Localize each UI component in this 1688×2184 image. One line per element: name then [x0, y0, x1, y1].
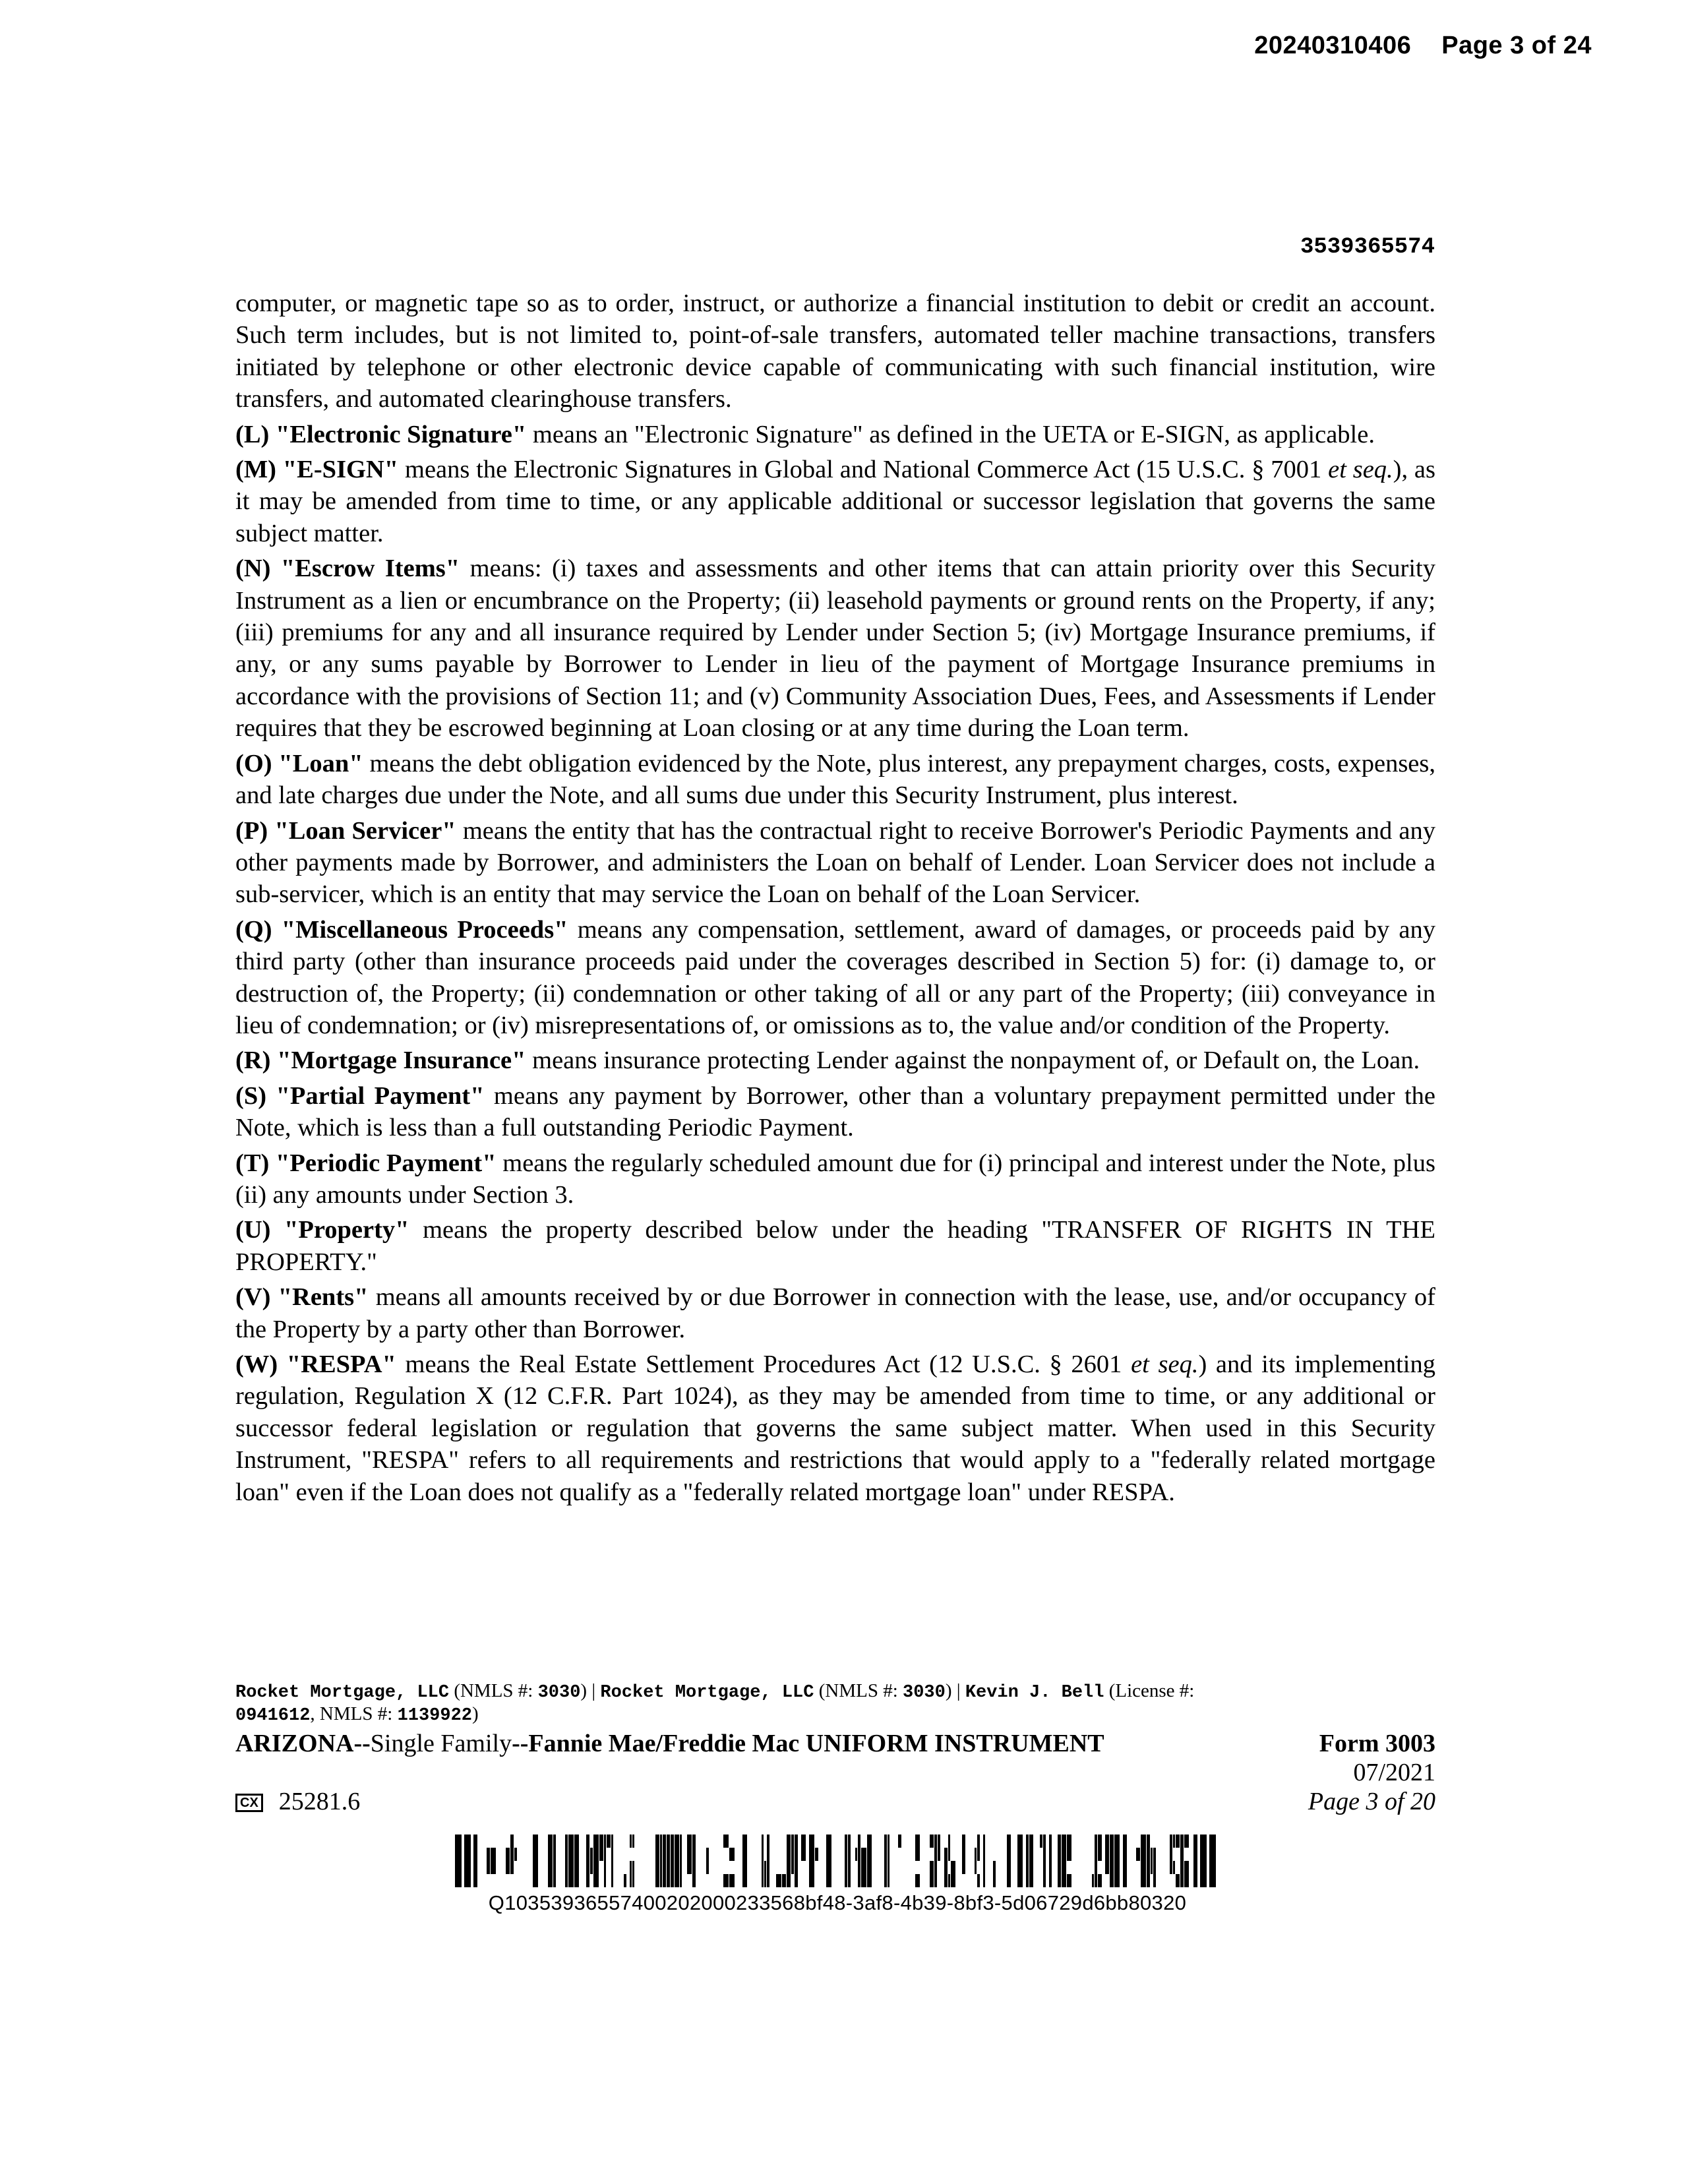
separator: |: [587, 1680, 601, 1701]
definition-text: means the Electronic Signatures in Global and National Commerce Act (15 U.S.C. § 7001: [398, 456, 1329, 484]
definition-text: means any payment by Borrower, other than a voluntary prepayment permitted under the Note, which is less than a full outstanding Periodic Payment.: [235, 1081, 1435, 1142]
loan-officer-license: 0941612: [235, 1706, 311, 1726]
definition-text: means the property described below under the heading "TRANSFER OF RIGHTS IN THE PROPERTY.": [235, 1216, 1435, 1276]
definition-term: (P) "Loan Servicer": [235, 816, 456, 845]
property-type: Single Family: [370, 1730, 512, 1757]
paragraph-text: computer, or magnetic tape so as to order, instruct, or authorize a financial institution to debit or credit an account. Such term includes, but is not limited to, point-of-sale transfers, automated teller machine transactions, transfers initiated by telephone or other electronic device capable of communicating with such financial institution, wire transfers, and automated clearinghouse transfers.: [235, 289, 1435, 413]
definition-e-sign: [235, 454, 1435, 549]
definition-rents: [235, 1281, 1435, 1345]
document-footer: [235, 1680, 1435, 1816]
instrument-name: Fannie Mae/Freddie Mac UNIFORM INSTRUMENT: [528, 1730, 1104, 1757]
definition-term: (S) "Partial Payment": [235, 1081, 485, 1110]
form-date: 07/2021: [1353, 1759, 1435, 1786]
barcode-text: Q10353936557400202000233568bf48-3af8-4b39-8bf3-5d06729d6bb80320: [488, 1891, 1187, 1914]
definition-electronic-signature: [235, 419, 1435, 450]
dash: --: [353, 1730, 371, 1757]
definition-text: means: (i) taxes and assessments and other items that can attain priority over this Security Instrument as a lien or encumbrance on the Property; (ii) leasehold payments or ground rents on the Property, if any; (iii) premiums for any and all insurance required by Lender under Section 5; (iv) Mortgage Insurance premiums, if any, or any sums payable by Borrower to Lender in lieu of the payment of Mortgage Insurance premiums in accordance with the provisions of Section 11; and (v) Community Association Dues, Fees, and Assessments if Lender requires that they be escrowed beginning at Loan closing or at any time during the Loan term.: [235, 555, 1435, 743]
definition-term: (N) "Escrow Items": [235, 555, 460, 583]
license-label: (License #:: [1104, 1680, 1195, 1701]
definition-term: (U) "Property": [235, 1216, 409, 1244]
definition-text: means all amounts received by or due Borrower in connection with the lease, use, and/or occupancy of the Property by a party other than Borrower.: [235, 1283, 1435, 1343]
separator: |: [951, 1680, 965, 1701]
doc-code-block: [235, 1758, 360, 1816]
cx-logo-icon: CX: [235, 1794, 263, 1812]
lender-name: Rocket Mortgage, LLC: [600, 1683, 814, 1703]
definition-term: (Q) "Miscellaneous Proceeds": [235, 915, 568, 944]
definition-respa: [235, 1349, 1435, 1508]
definition-text: means the regularly scheduled amount due for (i) principal and interest under the Note, plus (ii) any amounts under Section 3.: [235, 1149, 1435, 1209]
form-page-number: Page 3 of 20: [1308, 1788, 1435, 1815]
form-number: Form 3003: [1319, 1730, 1435, 1757]
nmls-label: (NMLS #:: [449, 1680, 538, 1701]
state-name: ARIZONA: [235, 1730, 354, 1757]
definition-miscellaneous-proceeds: [235, 914, 1435, 1042]
definition-text: means insurance protecting Lender against the nonpayment of, or Default on, the Loan.: [526, 1046, 1420, 1075]
definition-text: means an "Electronic Signature" as defined in the UETA or E-SIGN, as applicable.: [526, 420, 1375, 448]
definition-property: [235, 1214, 1435, 1278]
paren-close: ): [580, 1680, 588, 1701]
lender-name: Rocket Mortgage, LLC: [235, 1683, 450, 1703]
barcode-graphic: [455, 1835, 1220, 1887]
definition-term: (M) "E-SIGN": [235, 456, 399, 484]
nmls-label: (NMLS #:: [814, 1680, 903, 1701]
definition-text: means the Real Estate Settlement Procedures Act (12 U.S.C. § 2601: [396, 1350, 1131, 1378]
definition-term: (W) "RESPA": [235, 1350, 396, 1378]
definition-term: (O) "Loan": [235, 749, 363, 777]
definition-partial-payment: [235, 1080, 1435, 1144]
definition-text: means the debt obligation evidenced by the Note, plus interest, any prepayment charges, costs, expenses, and late charges due under the Note, and all sums due under this Security Instrument, plus interest.: [235, 749, 1435, 810]
definition-text-cont: ), as it may be amended from time to time, or any applicable additional or successor legislation that governs the same subject matter.: [235, 456, 1435, 547]
definition-periodic-payment: [235, 1147, 1435, 1211]
definition-mortgage-insurance: [235, 1045, 1435, 1076]
licensing-line: [235, 1680, 1435, 1726]
form-title-row: [235, 1729, 1435, 1758]
definition-term: (T) "Periodic Payment": [235, 1149, 497, 1177]
form-number-block: [1319, 1729, 1435, 1758]
form-code-row: [235, 1758, 1435, 1816]
loan-number: 3539365574: [1300, 235, 1435, 260]
recording-number: 20240310406: [1254, 32, 1412, 59]
document-barcode: [455, 1835, 1220, 1887]
paren-close: ): [471, 1703, 479, 1724]
definition-loan-servicer: [235, 815, 1435, 911]
definition-term: (R) "Mortgage Insurance": [235, 1046, 526, 1075]
definition-escrow-items: [235, 553, 1435, 744]
form-date-block: [1308, 1758, 1435, 1816]
definition-term: (L) "Electronic Signature": [235, 420, 527, 448]
loan-officer-name: Kevin J. Bell: [965, 1683, 1104, 1703]
definition-text: means the entity that has the contractual right to receive Borrower's Periodic Payments and any other payments made by Borrower, and administers the Loan on behalf of Lender. Loan Servicer does not include a sub-servicer, which is an entity that may service the Loan on behalf of the Loan Servicer.: [235, 816, 1435, 909]
definition-text-cont: ) and its implementing regulation, Regulation X (12 C.F.R. Part 1024), as they may be amended from time to time, or any additional or successor federal legislation or regulation that governs the same subject matter. When used in this Security Instrument, "RESPA" refers to all requirements and restrictions that would apply to a "federally related mortgage loan" even if the Loan does not qualify as a "federally related mortgage loan" under RESPA.: [235, 1350, 1436, 1506]
lender-nmls: 3030: [903, 1683, 946, 1703]
lender-nmls: 3030: [537, 1683, 581, 1703]
form-title: [235, 1729, 1104, 1758]
doc-code: 25281.6: [278, 1788, 361, 1815]
recording-header: [1254, 32, 1592, 60]
loan-officer-nmls: 1139922: [397, 1706, 472, 1726]
definition-italic: et seq.: [1328, 456, 1393, 484]
definition-italic: et seq.: [1131, 1350, 1199, 1378]
document-body: [235, 288, 1435, 1511]
paragraph-continuation: [235, 288, 1435, 415]
dash: --: [512, 1730, 529, 1757]
page-counter: Page 3 of 24: [1441, 32, 1592, 59]
paren-close: ): [945, 1680, 952, 1701]
definition-term: (V) "Rents": [235, 1283, 369, 1312]
nmls-label: , NMLS #:: [310, 1703, 398, 1724]
definition-text: means any compensation, settlement, award of damages, or proceeds paid by any third party (other than insurance proceeds paid under the coverages described in Section 5) for: (i) damage to, or destruction of, the Property; (ii) condemnation or other taking of all or any part of the Property; (iii) conveyance in lieu of condemnation; or (iv) misrepresentations of, or omissions as to, the value and/or condition of the Property.: [235, 915, 1436, 1039]
definition-loan: [235, 748, 1435, 812]
